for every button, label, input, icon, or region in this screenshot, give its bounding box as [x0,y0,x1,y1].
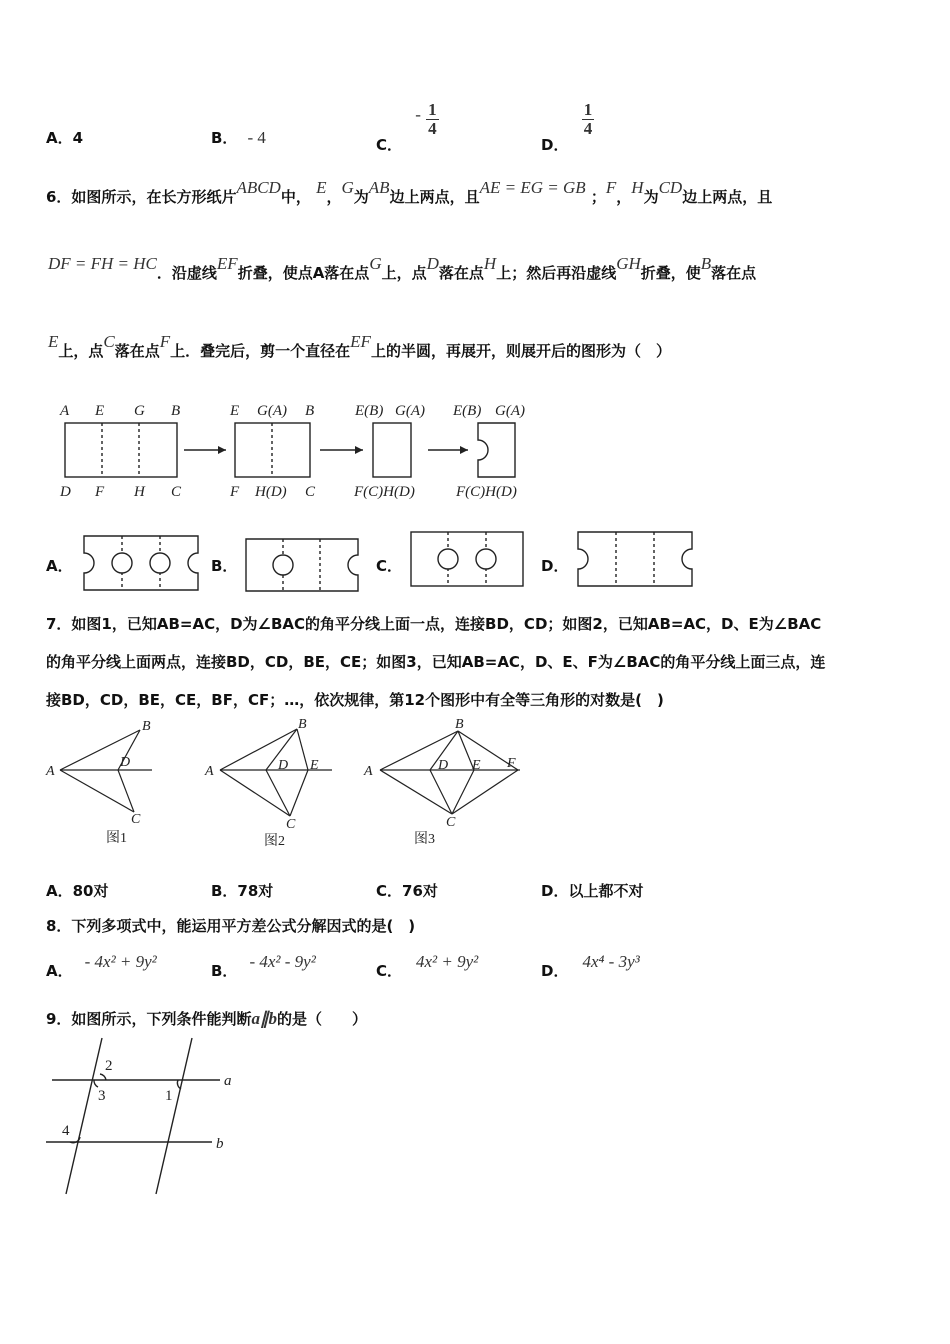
fig3-label-D: D [438,758,449,773]
fig1-label-C: C [131,812,141,827]
q6-option-a-figure [80,532,202,594]
q7-option-c: C．76对 [376,882,438,900]
q6-option-d-figure [574,528,696,590]
q6-line-2: DF = FH = HC．沿虚线EF折叠，使点A落在点G上，点D落在点H上；然后再沿虚线GH折叠，使B落在点 [48,254,757,282]
fold-step-4-cut [478,423,515,477]
fold-step-3-rect [373,423,411,477]
q8-stem: 8．下列多项式中，能运用平方差公式分解因式的是( ) [46,917,416,935]
q9-angle-1: 1 [165,1088,173,1104]
fig1-label-D: D [120,755,131,770]
fig2-label-D: D [278,758,289,773]
fig6-label-GA3: G(A) [495,403,525,419]
fig6-label-C2: C [305,484,316,500]
q8-option-b: B． - 4x² - 9y² [211,952,316,980]
q6-option-d-label: D． [541,557,569,575]
q6-option-c-label: C． [376,557,403,575]
q9-stem: 9．如图所示，下列条件能判断a∥b的是（ ） [46,1009,367,1028]
fig3-caption: 图3 [414,832,435,847]
fig6-label-GA: G(A) [257,403,287,419]
fold-step-1-rect [65,423,177,477]
q8-option-c: C． 4x² + 9y² [376,952,479,980]
fig6-label-GA2: G(A) [395,403,425,419]
fig1-label-A: A [46,764,55,779]
fig3-label-B: B [455,717,464,732]
q5-option-c: C． - $\frac{1}{4}$ [376,100,437,154]
fig6-label-FCHD2: F(C)H(D) [456,484,517,500]
fig3-label-F: F [507,756,516,771]
fig6-label-E: E [95,403,105,419]
fig6-label-F: F [95,484,105,500]
fig2-label-B: B [298,717,307,732]
fig6-label-H: H [134,484,145,500]
q6-folding-figure [50,398,550,504]
q7-option-a: A．80对 [46,882,109,900]
q9-label-b: b [216,1136,224,1152]
fig6-label-EB2: E(B) [453,403,482,419]
fig2-label-A: A [205,764,214,779]
q7-option-d: D．以上都不对 [541,882,644,900]
q5-option-b: B． - 4 [211,128,266,147]
fig6-label-EB: E(B) [355,403,384,419]
q5-option-a: A．4 [46,129,84,147]
q6-option-a-label: A． [46,557,73,575]
fig6-label-F2: F [230,484,240,500]
fig6-label-A: A [60,403,70,419]
q7-figures [40,712,540,862]
fig2-label-E: E [310,758,319,773]
q6-option-c-figure [407,528,527,590]
q7-line-3: 接BD，CD，BE，CE，BF，CF；…，依次规律，第12个图形中有全等三角形的对数是( ) [46,691,664,709]
fig6-label-FCHD: F(C)H(D) [354,484,415,500]
q6-option-b-figure [242,535,362,595]
fig3-label-E: E [472,758,481,773]
q9-angle-3: 3 [98,1088,106,1104]
q7-option-b: B．78对 [211,882,274,900]
fig3-label-C: C [446,815,456,830]
q6-line-3: E上，点C落在点F上．叠完后，剪一个直径在EF上的半圆，再展开，则展开后的图形为（ ） [48,332,671,360]
q8-option-a: A． - 4x² + 9y² [46,952,157,980]
q9-label-a: a [224,1073,232,1089]
fig1-caption: 图1 [106,831,127,846]
q7-line-1: 7．如图1，已知AB=AC，D为∠BAC的角平分线上面一点，连接BD，CD；如图2，已知AB=AC，D、E为∠BAC [46,615,822,633]
fig6-label-D: D [60,484,71,500]
q9-angle-4: 4 [62,1123,70,1139]
fig2-caption: 图2 [264,834,285,849]
fig6-label-HD: H(D) [255,484,287,500]
fig6-label-E2: E [230,403,240,419]
q9-angle-2: 2 [105,1058,113,1074]
fig6-label-B2: B [305,403,315,419]
fig2-label-C: C [286,817,296,832]
q9-figure [40,1034,250,1204]
q7-line-2: 的角平分线上面两点，连接BD，CD，BE，CE；如图3，已知AB=AC，D、E、F为∠BAC的角平分线上面三点，连 [46,653,826,671]
q8-option-d: D． 4x⁴ - 3y³ [541,952,640,980]
fig3-label-A: A [364,764,373,779]
fig6-label-B: B [171,403,181,419]
q6-line-1: 6．如图所示，在长方形纸片ABCD中， E，G为AB边上两点，且AE = EG = GB ；F，H为CD边上两点，且 [46,178,773,206]
fig6-label-G: G [134,403,145,419]
q5-option-d: D． $\frac{1}{4}$ [541,100,593,154]
fig1-label-B: B [142,719,151,734]
q6-option-b-label: B． [211,557,238,575]
fig6-label-C: C [171,484,182,500]
